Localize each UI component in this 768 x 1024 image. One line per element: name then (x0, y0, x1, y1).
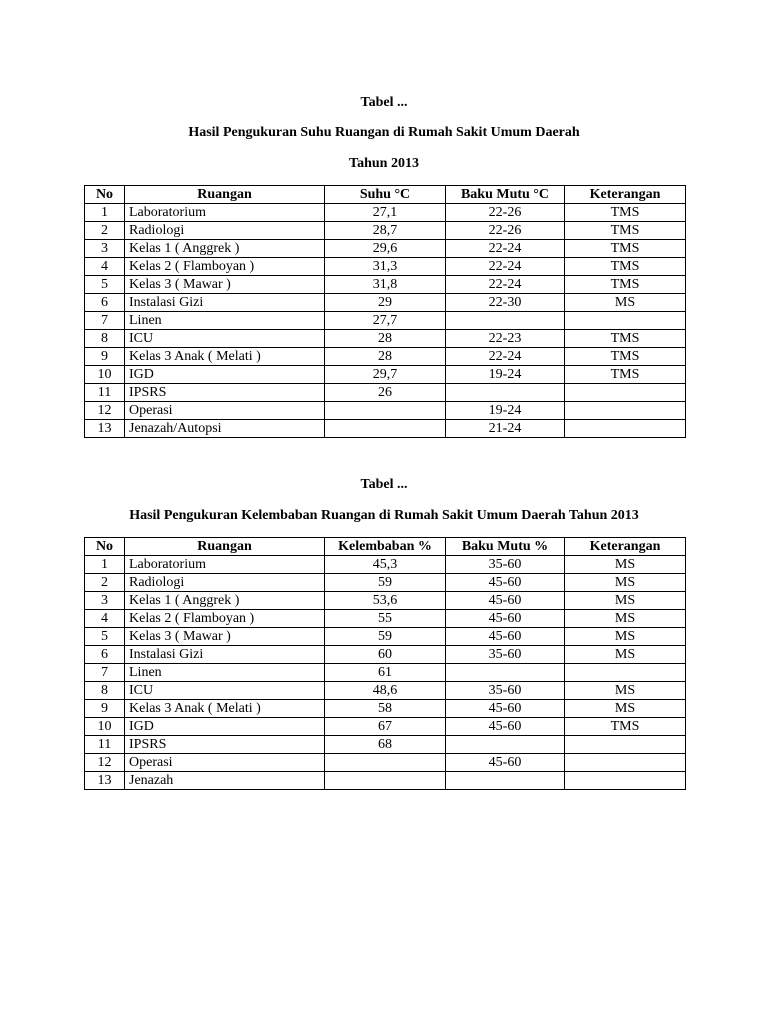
table-cell: 2 (85, 574, 125, 592)
table-cell: 8 (85, 330, 125, 348)
table-header-row (85, 186, 686, 204)
table-cell: 22-24 (446, 258, 565, 276)
table-cell: 7 (85, 664, 125, 682)
table-row (85, 258, 686, 276)
table-row (85, 610, 686, 628)
table-cell: 61 (325, 664, 446, 682)
table-cell: 27,7 (325, 312, 446, 330)
table-cell (565, 772, 686, 790)
table-cell: 45-60 (446, 610, 565, 628)
table-cell: 58 (325, 700, 446, 718)
table-cell: 5 (85, 628, 125, 646)
table-cell: 31,8 (325, 276, 446, 294)
table-cell: 60 (325, 646, 446, 664)
table1-title: Hasil Pengukuran Suhu Ruangan di Rumah Sakit Umum Daerah (188, 125, 580, 140)
table-cell: 22-26 (446, 222, 565, 240)
table-cell: 19-24 (446, 366, 565, 384)
table-cell: TMS (565, 204, 686, 222)
table-row (85, 772, 686, 790)
table-cell: MS (565, 682, 686, 700)
table-row (85, 664, 686, 682)
table-cell: 1 (85, 204, 125, 222)
temperature-table (84, 185, 686, 438)
table-cell: 53,6 (325, 592, 446, 610)
table-cell: 45-60 (446, 574, 565, 592)
table-cell: 12 (85, 754, 125, 772)
table-row (85, 628, 686, 646)
table-cell (446, 772, 565, 790)
table-cell (325, 402, 446, 420)
table-cell: ICU (125, 330, 325, 348)
table-cell: 45-60 (446, 754, 565, 772)
table-cell: Linen (125, 312, 325, 330)
table-cell: 12 (85, 402, 125, 420)
table-cell: Operasi (125, 402, 325, 420)
table-cell: Instalasi Gizi (125, 646, 325, 664)
table-cell: 4 (85, 258, 125, 276)
table-cell: 22-23 (446, 330, 565, 348)
table-row (85, 402, 686, 420)
column-header: Baku Mutu °C (446, 186, 565, 204)
table-cell: TMS (565, 366, 686, 384)
table-cell: MS (565, 628, 686, 646)
table-cell: IGD (125, 366, 325, 384)
table-cell: Kelas 3 Anak ( Melati ) (125, 348, 325, 366)
table-cell: TMS (565, 222, 686, 240)
table-cell: Radiologi (125, 574, 325, 592)
table-row (85, 700, 686, 718)
table-cell (446, 736, 565, 754)
table2-title: Hasil Pengukuran Kelembaban Ruangan di Rumah Sakit Umum Daerah Tahun 2013 (129, 508, 639, 523)
table2-label: Tabel ... (360, 477, 408, 492)
table-cell: Kelas 2 ( Flamboyan ) (125, 610, 325, 628)
column-header: Ruangan (125, 186, 325, 204)
table-cell: 45-60 (446, 718, 565, 736)
table-cell: Linen (125, 664, 325, 682)
table-cell: 27,1 (325, 204, 446, 222)
table-cell: 1 (85, 556, 125, 574)
table-cell: MS (565, 592, 686, 610)
table-cell: 22-30 (446, 294, 565, 312)
table-cell: 22-24 (446, 276, 565, 294)
table-row (85, 240, 686, 258)
table-row (85, 384, 686, 402)
table-row (85, 276, 686, 294)
table-cell: 3 (85, 240, 125, 258)
table-cell: MS (565, 700, 686, 718)
table-cell: Kelas 3 ( Mawar ) (125, 628, 325, 646)
table-cell: 59 (325, 628, 446, 646)
table-cell: MS (565, 556, 686, 574)
table-cell: 5 (85, 276, 125, 294)
table-cell: 68 (325, 736, 446, 754)
table-cell: ICU (125, 682, 325, 700)
table-cell: 45,3 (325, 556, 446, 574)
table1-label: Tabel ... (360, 95, 408, 110)
table-cell: 22-24 (446, 348, 565, 366)
table-row (85, 222, 686, 240)
table-cell: TMS (565, 718, 686, 736)
table1-subtitle: Tahun 2013 (349, 156, 419, 171)
table-cell: TMS (565, 330, 686, 348)
table-cell: 9 (85, 700, 125, 718)
table-cell: 2 (85, 222, 125, 240)
table-cell: 28,7 (325, 222, 446, 240)
table-cell: Kelas 1 ( Anggrek ) (125, 592, 325, 610)
column-header: No (85, 538, 125, 556)
table-row (85, 646, 686, 664)
table-cell: 13 (85, 420, 125, 438)
table-cell: Laboratorium (125, 204, 325, 222)
table-cell: Operasi (125, 754, 325, 772)
table-cell: 11 (85, 736, 125, 754)
table-cell (446, 312, 565, 330)
table-cell: Radiologi (125, 222, 325, 240)
table-cell: 28 (325, 330, 446, 348)
table-row (85, 592, 686, 610)
table-cell: 35-60 (446, 556, 565, 574)
table-cell: 29 (325, 294, 446, 312)
table-cell: IPSRS (125, 384, 325, 402)
table-row (85, 556, 686, 574)
table-row (85, 574, 686, 592)
table-cell: 67 (325, 718, 446, 736)
table-cell: MS (565, 646, 686, 664)
table-cell: 22-24 (446, 240, 565, 258)
table-row (85, 682, 686, 700)
table-cell: Kelas 1 ( Anggrek ) (125, 240, 325, 258)
table-cell: 10 (85, 718, 125, 736)
table-cell: Jenazah (125, 772, 325, 790)
table-cell (446, 384, 565, 402)
table-cell: Kelas 3 ( Mawar ) (125, 276, 325, 294)
table-cell: TMS (565, 240, 686, 258)
table-cell: 11 (85, 384, 125, 402)
table-row (85, 718, 686, 736)
table-cell: 48,6 (325, 682, 446, 700)
table-cell: IPSRS (125, 736, 325, 754)
table-cell: 10 (85, 366, 125, 384)
table-header-row (85, 538, 686, 556)
table-cell: MS (565, 574, 686, 592)
table-cell: IGD (125, 718, 325, 736)
column-header: Ruangan (125, 538, 325, 556)
table-cell (565, 420, 686, 438)
table-cell: 29,6 (325, 240, 446, 258)
table-cell: MS (565, 610, 686, 628)
humidity-table (84, 537, 686, 790)
table-cell (565, 736, 686, 754)
table-cell: 45-60 (446, 700, 565, 718)
table-cell (565, 384, 686, 402)
table-cell: MS (565, 294, 686, 312)
table-row (85, 366, 686, 384)
column-header: Suhu °C (325, 186, 446, 204)
table-cell (446, 664, 565, 682)
table-cell (565, 664, 686, 682)
table-cell (565, 312, 686, 330)
table-cell: 3 (85, 592, 125, 610)
column-header: Keterangan (565, 186, 686, 204)
table-cell (565, 402, 686, 420)
table-cell: 22-26 (446, 204, 565, 222)
table-row (85, 204, 686, 222)
table-cell: 21-24 (446, 420, 565, 438)
table-cell: 28 (325, 348, 446, 366)
table-cell: 7 (85, 312, 125, 330)
table-cell: TMS (565, 258, 686, 276)
table-cell: 6 (85, 646, 125, 664)
table-cell: Kelas 3 Anak ( Melati ) (125, 700, 325, 718)
column-header: No (85, 186, 125, 204)
table-cell: 6 (85, 294, 125, 312)
table-cell: TMS (565, 348, 686, 366)
column-header: Baku Mutu % (446, 538, 565, 556)
table-cell: 19-24 (446, 402, 565, 420)
table-cell: Kelas 2 ( Flamboyan ) (125, 258, 325, 276)
table-cell: 55 (325, 610, 446, 628)
column-header: Keterangan (565, 538, 686, 556)
table-cell: 26 (325, 384, 446, 402)
table-cell (565, 754, 686, 772)
table-cell (325, 754, 446, 772)
table-cell: 35-60 (446, 682, 565, 700)
table-cell: TMS (565, 276, 686, 294)
table-cell: Jenazah/Autopsi (125, 420, 325, 438)
table-cell (325, 772, 446, 790)
table-cell: 35-60 (446, 646, 565, 664)
table-row (85, 736, 686, 754)
table-cell (325, 420, 446, 438)
table-cell: Instalasi Gizi (125, 294, 325, 312)
table-cell: 9 (85, 348, 125, 366)
table-cell: 45-60 (446, 628, 565, 646)
table-row (85, 330, 686, 348)
table-cell: 8 (85, 682, 125, 700)
table-cell: 31,3 (325, 258, 446, 276)
table-cell: 45-60 (446, 592, 565, 610)
column-header: Kelembaban % (325, 538, 446, 556)
table-row (85, 420, 686, 438)
table-cell: 59 (325, 574, 446, 592)
table-cell: 13 (85, 772, 125, 790)
table-row (85, 312, 686, 330)
table-row (85, 348, 686, 366)
table-row (85, 294, 686, 312)
table-cell: 4 (85, 610, 125, 628)
table-cell: 29,7 (325, 366, 446, 384)
table-row (85, 754, 686, 772)
table-cell: Laboratorium (125, 556, 325, 574)
